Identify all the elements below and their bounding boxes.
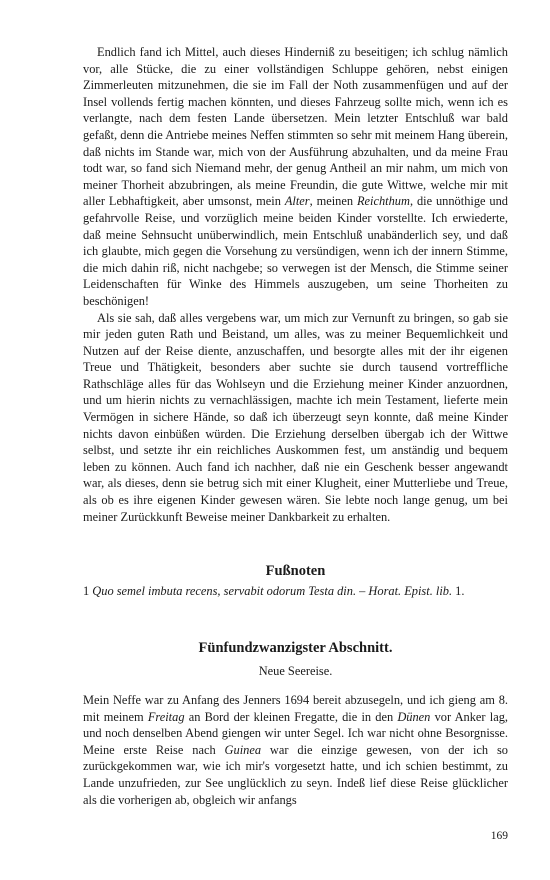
page-number: 169 (490, 830, 508, 842)
italic-text: Guinea (224, 742, 262, 757)
italic-text: Quo semel imbuta recens, servabit odorum Testa din. – Horat. Epist. lib. (92, 584, 453, 598)
italic-text: Alter (284, 194, 310, 209)
paragraph: Als sie sah, daß alles vergebens war, um mich zur Vernunft zu bringen, so gab sie mir jeden guten Rath und Beistand, um alles, was zu meiner Bequemlichkeit und Nutzen auf der Reise diente, anzuschaffen, und besorgte alles mit der ihr eigenen Treue und Thätigkeit, besonders aber suchte sie durch tausend vortreffliche Rathschläge alles für das Wohlseyn und die Erziehung meiner Kinder anzuordnen, und um hierin nichts zu vernachlässigen, machte ich mein Testament, lieferte mein Vermögen in sichere Hände, so daß ich überzeugt seyn konnte, daß meine Kinder nichts davon einbüßen würden. Die Erziehung derselben übergab ich der Wittwe selbst, und setzte ihr ein reichliches Auskommen fest, um anständig und bequem leben zu können. Auch fand ich nachher, daß nie ein Geschenk besser angewandt war, als dieses, denn sie betrug sich mit einer Klugheit, einer Mutterliebe und Treue, als ob es ihre eigenen Kinder gewesen wären. Sie lebte noch lange genug, um bei meiner Zurückkunft Beweise meiner Dankbarkeit zu erhalten. (83, 310, 508, 524)
paragraph: Endlich fand ich Mittel, auch dieses Hinderniß zu beseitigen; ich schlug nämlich vor, alle Stücke, die zu einer vollständigen Schluppe gehören, nebst einigen Zimmerleuten mitzunehmen, die sie im Fall der Noth zusammenfügen und auf der Insel vollends fertig machen könnten, und dieses Fahrzeug sollte mich, wenn ich es verlangte, nach dem festen Lande übersetzen. Mein letzter Entschluß war bald gefaßt, denn die Antriebe meines Neffen stimmten so sehr mit meinem Hang überein, daß nichts im Stande war, mich von der Ausführung abzuhalten, und da meine Frau todt war, so fand sich Niemand mehr, der genug Antheil an mir nahm, um mich von meiner Thorheit abzubringen, als meine Freundin, die gute Wittwe, welche mir mit aller Lebhaftigkeit, aber umsonst, mein Alter, meinen Reichthum, die unnöthige und gefahrvolle Reise, und vorzüglich meine beiden Kinder vorstellte. Ich erwiederte, daß meine Sehnsucht unüberwindlich, mein Entschluß unabänderlich sey, und daß ich glaubte, mich gegen die Vorsehung zu versündigen, wenn ich der innern Stimme, die mich dahin riß, nicht nachgebe; so verwegen ist der Mensch, die Stimme seiner Leidenschaften für Winke des Himmels auszugeben, um seine Thorheiten zu beschönigen! (83, 45, 509, 308)
paragraph: Mein Neffe war zu Anfang des Jenners 1694 bereit abzusegeln, und ich gieng am 8. mit meinem Freitag an Bord der kleinen Fregatte, die in den Dünen vor Anker lag, und noch denselben Abend giengen wir unter Segel. Ich war nicht ohne Besorgnisse. Meine erste Reise nach Guinea war die einzige gewesen, von der ich so zurückgekommen war, wie ich mir's vorgesetzt hatte, und ich schien bestimmt, zu Lande unzufrieden, zur See unglücklich zu seyn. Indeß lief diese Reise glücklicher als die vorherigen ab, obgleich wir anfangs (83, 693, 508, 807)
italic-text: Reichthum (356, 194, 410, 209)
italic-text: Freitag (147, 709, 185, 724)
italic-text: Dünen (397, 709, 431, 724)
chapter-title: Fünfundzwanzigster Abschnitt. (198, 640, 393, 656)
footnote: 1 Quo semel imbuta recens, servabit odorum Testa din. – Horat. Epist. lib. 1. (83, 584, 465, 598)
footnotes-heading: Fußnoten (265, 563, 326, 579)
main-text (83, 44, 508, 525)
chapter-subtitle: Neue Seereise. (258, 664, 333, 678)
